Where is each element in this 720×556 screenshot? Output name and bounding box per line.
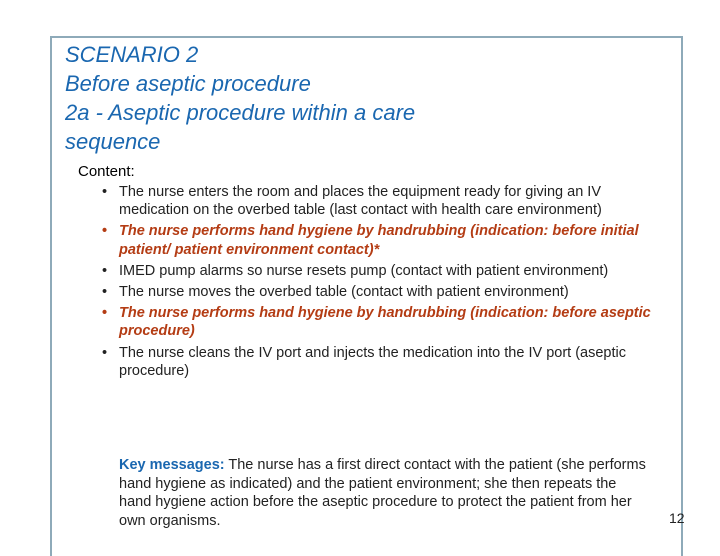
list-item — [102, 183, 662, 219]
title-line-4: sequence — [65, 129, 161, 154]
page-number: 12 — [669, 510, 685, 526]
key-messages-label: Key messages: — [119, 457, 225, 473]
list-item — [102, 262, 662, 280]
title-line-2: Before aseptic procedure — [65, 71, 311, 96]
key-messages — [119, 456, 649, 530]
list-item-text: The nurse enters the room and places the equipment ready for giving an IV medication on the overbed table (last contact with health care environment) — [119, 184, 602, 219]
list-item-text: The nurse performs hand hygiene by handrubbing (indication: before initial patient/ patient environment contact)* — [119, 223, 639, 258]
bullet-marker: • — [102, 344, 108, 361]
slide-title — [65, 40, 415, 156]
list-item-text: The nurse moves the overbed table (contact with patient environment) — [119, 284, 569, 301]
bullet-marker: • — [102, 284, 108, 301]
bullet-marker: • — [102, 184, 108, 200]
list-item-highlight — [102, 304, 662, 340]
content-label: Content: — [78, 163, 135, 180]
bullet-marker: • — [102, 223, 108, 240]
list-item-text: The nurse performs hand hygiene by handrubbing (indication: before aseptic procedure) — [119, 305, 651, 340]
content-list — [102, 183, 662, 383]
list-item — [102, 283, 662, 301]
list-item-text: IMED pump alarms so nurse resets pump (contact with patient environment) — [119, 262, 609, 279]
list-item-text: The nurse cleans the IV port and injects the medication into the IV port (aseptic procedure) — [119, 344, 626, 379]
title-line-1: SCENARIO 2 — [65, 42, 199, 67]
key-messages-text: The nurse has a first direct contact with the patient (she performs hand hygiene as indicated) and the patient environment; she then repeats the hand hygiene action before the aseptic procedure to protect the patient from her own organisms. — [119, 457, 646, 529]
list-item — [102, 344, 662, 380]
bullet-marker: • — [102, 305, 108, 322]
title-line-3: 2a - Aseptic procedure within a care — [65, 100, 416, 125]
list-item-highlight — [102, 222, 662, 258]
bullet-marker: • — [102, 262, 108, 279]
